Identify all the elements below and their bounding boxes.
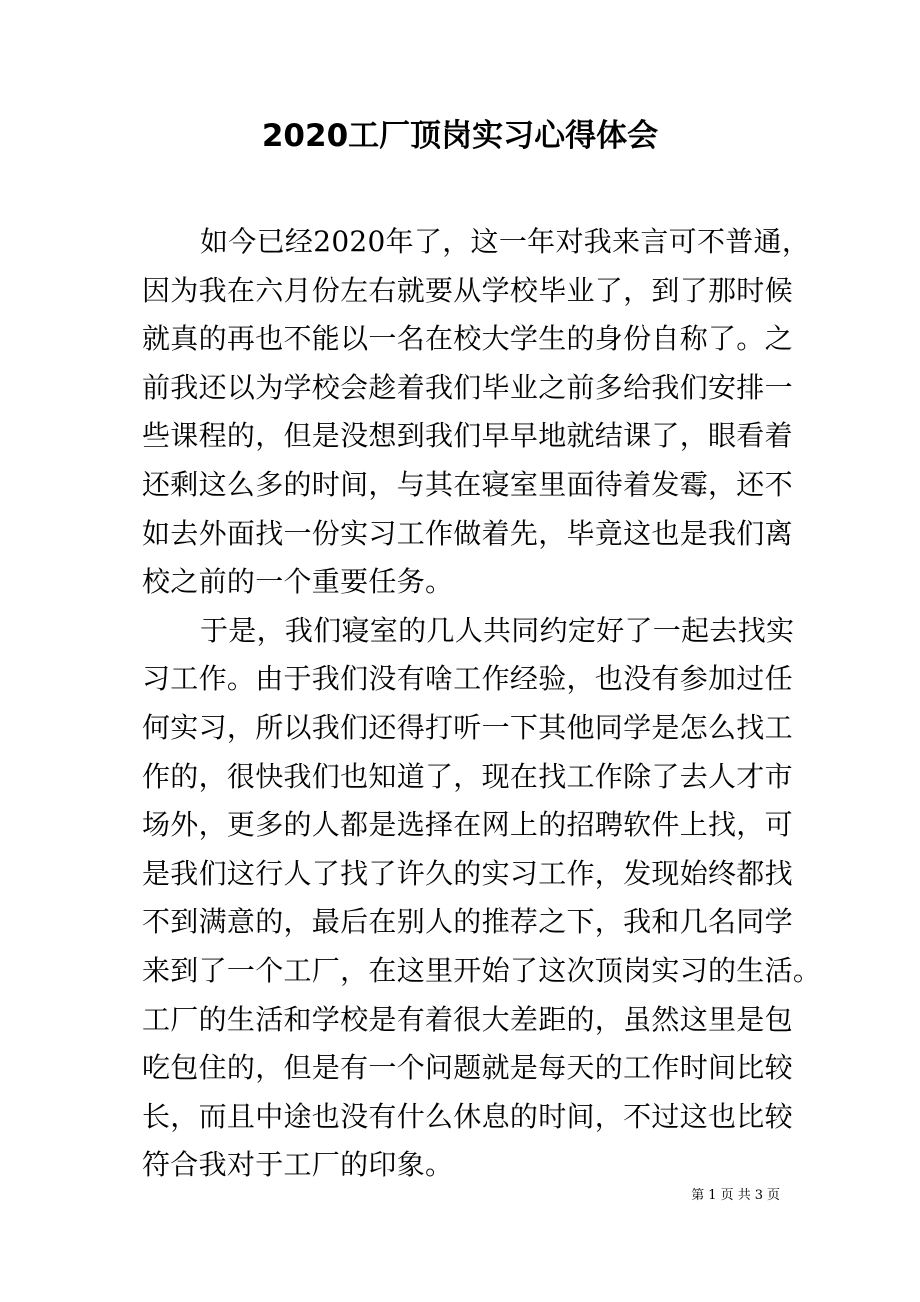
paragraph-line: 如去外面找一份实习工作做着先，毕竟这也是我们离 [142,516,793,550]
paragraph-line: 些课程的，但是没想到我们早早地就结课了，眼看着 [142,419,793,453]
paragraph-line: 因为我在六月份左右就要从学校毕业了，到了那时候 [142,273,793,307]
paragraph-line: 吃包住的，但是有一个问题就是每天的工作时间比较 [142,1051,793,1085]
paragraph-line: 作的，很快我们也知道了，现在找工作除了去人才市 [142,759,793,793]
paragraph-line: 工厂的生活和学校是有着很大差距的，虽然这里是包 [142,1002,793,1036]
document-title: 2020工厂顶岗实习心得体会 [261,118,659,154]
page-label-mid: 页 共 [720,1188,751,1203]
current-page-number: 1 [708,1188,717,1203]
document-body [142,218,822,1190]
paragraph-line: 符合我对于工厂的印象。 [142,1148,454,1182]
page-label-prefix: 第 [691,1188,705,1203]
paragraph-line: 还剩这么多的时间，与其在寝室里面待着发霉，还不 [142,467,793,501]
paragraph-line: 长，而且中途也没有什么休息的时间，不过这也比较 [142,1099,793,1133]
paragraph-line: 就真的再也不能以一名在校大学生的身份自称了。之 [142,322,793,356]
paragraph-line: 场外，更多的人都是选择在网上的招聘软件上找，可 [142,808,793,842]
page-label-suffix: 页 [766,1188,780,1203]
paragraph-line: 校之前的一个重要任务。 [142,565,454,599]
paragraph-line: 何实习，所以我们还得打听一下其他同学是怎么找工 [142,710,793,744]
page-footer [689,1187,782,1205]
paragraph-line: 来到了一个工厂，在这里开始了这次顶岗实习的生活。 [142,953,822,987]
paragraph-line: 不到满意的，最后在别人的推荐之下，我和几名同学 [142,905,793,939]
paragraph-line: 于是，我们寝室的几人共同约定好了一起去找实 [200,613,795,647]
paragraph-line: 如今已经2020年了，这一年对我来言可不普通， [200,225,811,258]
paragraph-line: 习工作。由于我们没有啥工作经验，也没有参加过任 [142,662,793,696]
paragraph-line: 前我还以为学校会趁着我们毕业之前多给我们安排一 [142,370,793,404]
total-pages-number: 3 [754,1188,763,1203]
paragraph-line: 是我们这行人了找了许久的实习工作，发现始终都找 [142,856,793,890]
